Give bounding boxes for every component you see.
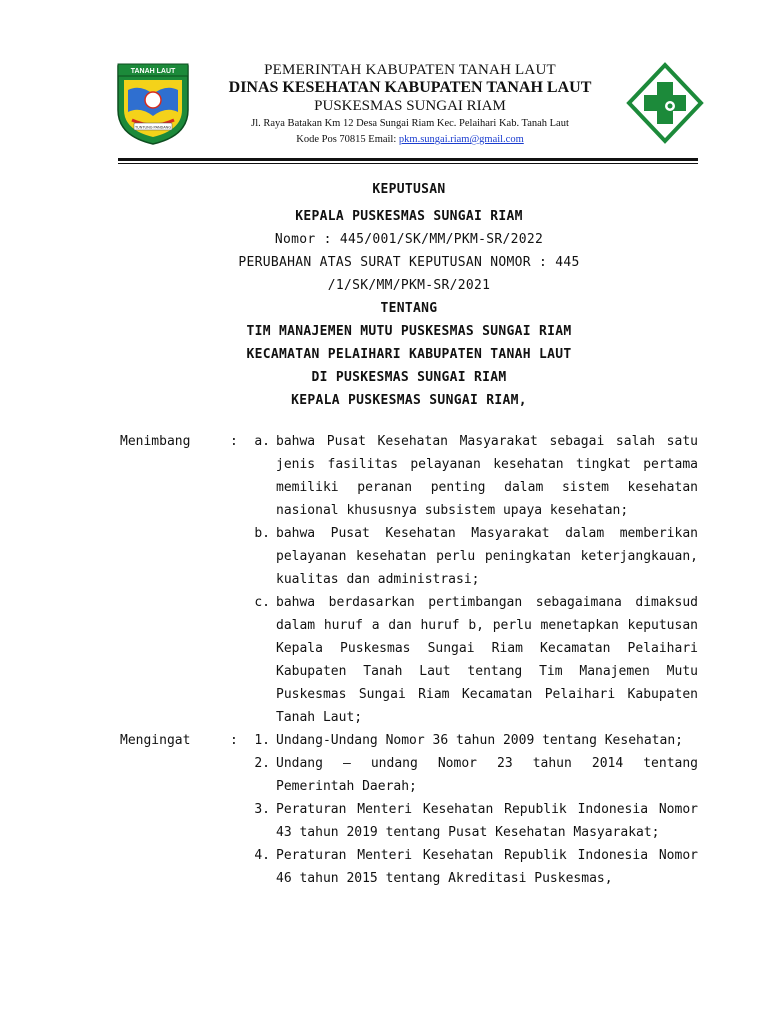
mengingat-label: Mengingat	[120, 733, 191, 748]
decree-title-block	[120, 178, 698, 412]
amendment-line-2: /1/SK/MM/PKM-SR/2021	[327, 278, 491, 293]
letterhead	[0, 0, 768, 170]
agency-name: DINAS KESEHATAN KABUPATEN TANAH LAUT	[228, 79, 592, 96]
postal-email-line	[200, 133, 620, 147]
menimbang-label: Menimbang	[120, 434, 191, 449]
amendment-line-1: PERUBAHAN ATAS SURAT KEPUTUSAN NOMOR : 445	[238, 255, 580, 270]
list-item	[252, 752, 698, 798]
menimbang-colon: :	[230, 434, 238, 449]
list-item	[252, 522, 698, 591]
list-item	[252, 430, 698, 522]
item-text: Peraturan Menteri Kesehatan Republik Indonesia Nomor 46 tahun 2015 tentang Akreditasi Puskesmas,	[276, 848, 698, 886]
item-marker: 2.	[254, 756, 270, 771]
mengingat-colon: :	[230, 733, 238, 748]
item-text: Peraturan Menteri Kesehatan Republik Indonesia Nomor 43 tahun 2019 tentang Pusat Kesehatan Masyarakat;	[276, 802, 698, 840]
item-text: Undang – undang Nomor 23 tahun 2014 tentang Pemerintah Daerah;	[276, 756, 698, 794]
item-marker: 1.	[254, 733, 270, 748]
government-name: PEMERINTAH KABUPATEN TANAH LAUT	[264, 62, 556, 78]
decree-heading: KEPUTUSAN	[372, 182, 446, 197]
subject-line-2: KECAMATAN PELAIHARI KABUPATEN TANAH LAUT	[246, 347, 572, 362]
item-marker: 3.	[254, 802, 270, 817]
item-text: bahwa Pusat Kesehatan Masyarakat dalam memberikan pelayanan kesehatan perlu peningkatan keterjangkauan, kualitas dan administrasi;	[276, 526, 698, 587]
tanah-laut-regency-logo	[112, 60, 194, 146]
letterhead-rule-thick	[118, 158, 698, 161]
menimbang-items	[252, 430, 698, 729]
logo-banner-text: TANAH LAUT	[130, 68, 176, 75]
item-text: bahwa berdasarkan pertimbangan sebagaimana dimaksud dalam huruf a dan huruf b, perlu menetapkan keputusan Kepala Puskesmas Sungai Riam Kecamatan Pelaihari Kabupaten Tanah Laut tentang Tim Manajemen Mutu Puskesmas Sungai Riam Kecamatan Pelaihari Kabupaten Tanah Laut;	[276, 595, 698, 725]
decree-issuer: KEPALA PUSKESMAS SUNGAI RIAM	[295, 209, 523, 224]
subject-line-3: DI PUSKESMAS SUNGAI RIAM	[311, 370, 507, 385]
letterhead-text	[200, 62, 620, 147]
logo-ribbon-text: TUNTUNG PANDANG	[134, 125, 172, 130]
tentang-heading: TENTANG	[380, 301, 438, 316]
item-marker: b.	[254, 526, 270, 541]
postal-code-label: Kode Pos 70815 Email:	[296, 134, 399, 145]
list-item	[252, 844, 698, 890]
list-item	[252, 591, 698, 729]
email-link[interactable]: pkm.sungai.riam@gmail.com	[398, 134, 524, 145]
item-marker: 4.	[254, 848, 270, 863]
list-item	[252, 729, 698, 752]
mengingat-section	[120, 729, 698, 890]
item-marker: c.	[254, 595, 270, 610]
puskesmas-cross-logo	[626, 62, 704, 144]
item-text: Undang-Undang Nomor 36 tahun 2009 tentang Kesehatan;	[276, 733, 683, 748]
letterhead-rule-thin	[118, 163, 698, 164]
decree-number: Nomor : 445/001/SK/MM/PKM-SR/2022	[274, 232, 544, 247]
subject-line-1: TIM MANAJEMEN MUTU PUSKESMAS SUNGAI RIAM	[246, 324, 572, 339]
item-text: bahwa Pusat Kesehatan Masyarakat sebagai salah satu jenis fasilitas pelayanan kesehatan tingkat pertama memiliki peranan penting dalam sistem kesehatan nasional khususnya subsistem upaya kesehatan;	[276, 434, 698, 518]
puskesmas-name: PUSKESMAS SUNGAI RIAM	[314, 98, 506, 114]
address-line: Jl. Raya Batakan Km 12 Desa Sungai Riam Kec. Pelaihari Kab. Tanah Laut	[251, 118, 569, 129]
mengingat-items	[252, 729, 698, 890]
decree-body	[120, 430, 698, 890]
list-item	[252, 798, 698, 844]
menimbang-section	[120, 430, 698, 729]
item-marker: a.	[254, 434, 270, 449]
closing-issuer: KEPALA PUSKESMAS SUNGAI RIAM,	[291, 393, 527, 408]
